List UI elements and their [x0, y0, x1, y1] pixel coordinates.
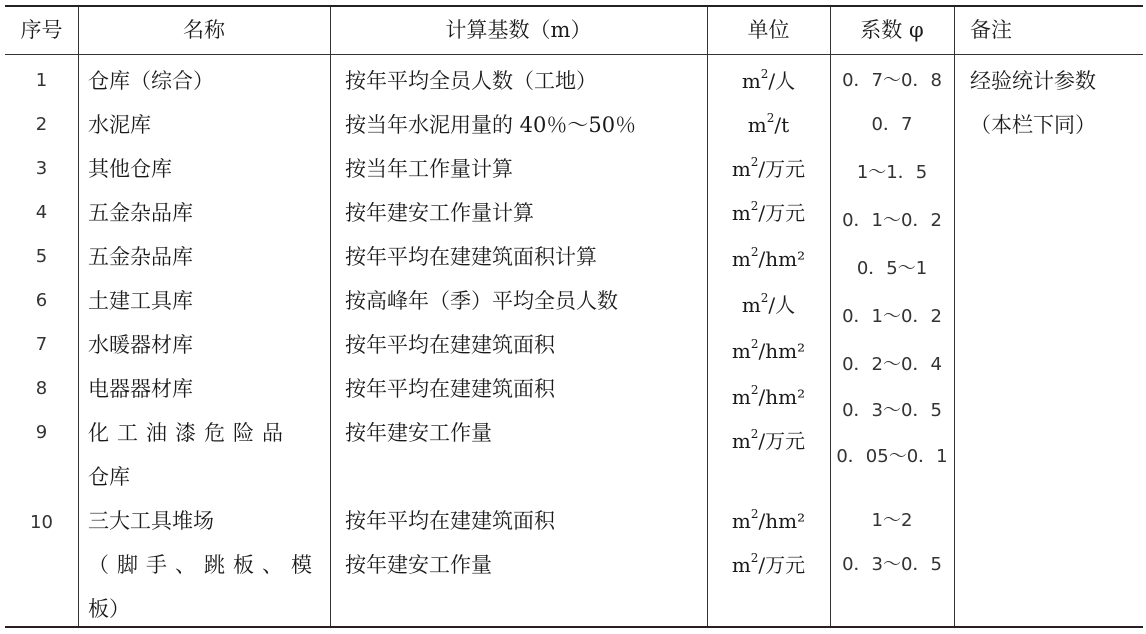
warehouse-area-table [5, 5, 1143, 628]
row-unit: $m^2$/hm² [731, 507, 806, 533]
header-note: 备注 [970, 18, 1012, 42]
header-index: 序号 [20, 18, 63, 42]
row-name: 五金杂品库 [88, 245, 193, 269]
row-index: 4 [35, 202, 48, 223]
row-name: 土建工具库 [88, 289, 193, 313]
row-basis: 按年建安工作量 [345, 421, 492, 445]
row-index: 8 [35, 378, 48, 399]
row-index: 2 [35, 114, 48, 135]
row-coefficient: 0．1～0．2 [842, 210, 942, 231]
row-coefficient: 0．5～1 [856, 258, 928, 279]
row-name: 其他仓库 [88, 157, 172, 181]
note-line-1: 经验统计参数 [970, 69, 1096, 93]
row-basis: 按年平均在建建筑面积计算 [345, 245, 597, 269]
note-line-2: （本栏下同） [970, 113, 1096, 137]
row-unit: $m^2/$人 [741, 67, 796, 93]
row-coefficient: 0．3～0．5 [842, 400, 942, 421]
row-name: 水暖器材库 [88, 333, 193, 357]
row-coefficient: 0．2～0．4 [842, 354, 942, 375]
row-name-continued: 板） [88, 597, 130, 621]
row-unit: $m^2/$万元 [731, 551, 806, 577]
row-basis: 按年建安工作量计算 [345, 201, 534, 225]
row-unit: $m^2$/hm² [731, 383, 806, 409]
row-unit: $m^2$/hm² [731, 245, 806, 271]
row-coefficient: 0．7 [871, 114, 913, 135]
row-index: 9 [35, 422, 48, 443]
row-name-continued: （脚手、跳板、模 [88, 553, 320, 577]
row-index: 5 [35, 246, 48, 267]
row-basis: 按年平均全员人数（工地） [345, 69, 597, 93]
header-basis: 计算基数（m） [445, 18, 592, 42]
row-unit: $m^2$/hm² [731, 337, 806, 363]
row-name: 电器器材库 [88, 377, 193, 401]
row-name: 仓库（综合） [88, 69, 214, 93]
header-unit: 单位 [747, 18, 790, 42]
row-basis: 按当年工作量计算 [345, 157, 513, 181]
header-name: 名称 [183, 18, 225, 42]
row-coefficient: 0．1～0．2 [842, 306, 942, 327]
row-basis: 按年平均在建建筑面积 [345, 509, 555, 533]
row-unit: $m^2/$人 [741, 291, 796, 317]
header-divider [5, 54, 1143, 55]
row-name: 化工油漆危险品 [88, 421, 291, 445]
row-index: 7 [35, 334, 48, 355]
column-divider [78, 7, 79, 626]
row-coefficient: 1～1．5 [856, 162, 928, 183]
row-coefficient: 0．05～0．1 [836, 446, 948, 467]
header-coefficient: 系数 φ [860, 18, 924, 42]
row-unit: $m^2/$万元 [731, 427, 806, 453]
row-coefficient: 1～2 [871, 510, 913, 531]
row-unit: $m^2/t$ [747, 111, 790, 137]
row-index: 10 [30, 512, 53, 533]
row-name: 五金杂品库 [88, 201, 193, 225]
row-index: 3 [35, 158, 48, 179]
row-unit: $m^2/$万元 [731, 155, 806, 181]
row-index: 6 [35, 290, 48, 311]
row-unit: $m^2/$万元 [731, 199, 806, 225]
row-basis: 按年平均在建建筑面积 [345, 333, 555, 357]
row-name-continued: 仓库 [88, 465, 130, 489]
row-coefficient: 0．3～0．5 [842, 554, 942, 575]
row-coefficient: 0．7～0．8 [842, 70, 942, 91]
row-basis: 按年平均在建建筑面积 [345, 377, 555, 401]
row-basis: 按当年水泥用量的 40％～50％ [345, 113, 637, 137]
row-basis: 按高峰年（季）平均全员人数 [345, 289, 618, 313]
row-basis: 按年建安工作量 [345, 553, 492, 577]
row-name: 水泥库 [88, 113, 151, 137]
row-name: 三大工具堆场 [88, 509, 214, 533]
row-index: 1 [35, 70, 48, 91]
